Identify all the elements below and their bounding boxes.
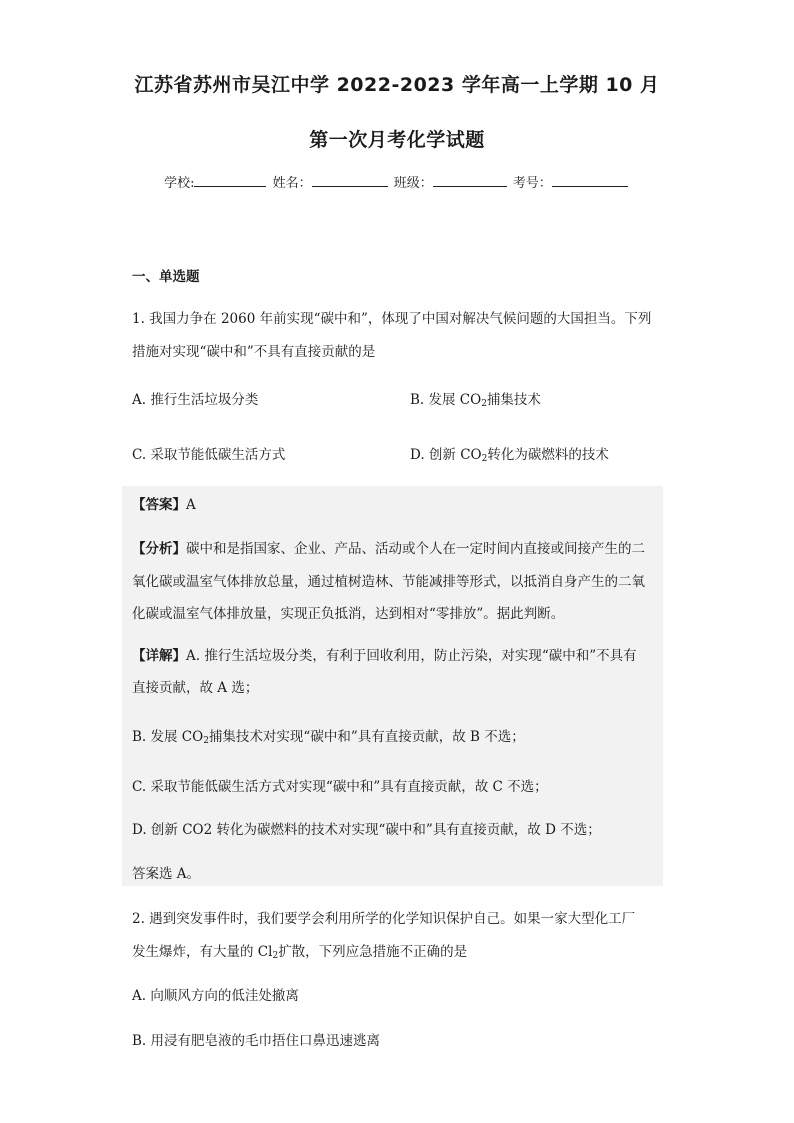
- q2-option-b: B. 用浸有肥皂液的毛巾捂住口鼻迅速逃离: [132, 1033, 381, 1049]
- q1-stem-line2: 措施对实现“碳中和”不具有直接贡献的是: [132, 344, 376, 360]
- q1-detail-line1: 【详解】A. 推行生活垃圾分类，有利于回收利用，防止污染，对实现“碳中和”不具有: [132, 648, 637, 664]
- name-blank[interactable]: [312, 174, 388, 187]
- q1-option-d: D. 创新 $CO_2$转化为碳燃料的技术: [410, 447, 609, 464]
- section-heading: 一、单选题: [132, 269, 200, 285]
- school-label: 学校:: [164, 176, 195, 191]
- class-blank[interactable]: [433, 174, 507, 187]
- q1-option-a: A. 推行生活垃圾分类: [132, 392, 259, 408]
- q1-answer: 【答案】A: [132, 497, 196, 513]
- q1-detail-b: B. 发展 $CO_2$捕集技术对实现“碳中和”具有直接贡献，故 B 不选；: [132, 729, 525, 746]
- q1-detail-line2: 直接贡献，故 A 选；: [132, 680, 259, 696]
- q2-stem-line1: 2. 遇到突发事件时，我们要学会利用所学的化学知识保护自己。如果一家大型化工厂: [132, 911, 636, 927]
- q1-option-c: C. 采取节能低碳生活方式: [132, 447, 286, 463]
- exam-number-blank[interactable]: [552, 174, 628, 187]
- q1-detail-c: C. 采取节能低碳生活方式对实现“碳中和”具有直接贡献，故 C 不选；: [132, 779, 548, 795]
- q1-stem-line1: 1. 我国力争在 2060 年前实现“碳中和”，体现了中国对解决气候问题的大国担当。下列: [132, 311, 652, 327]
- name-label: 姓名：: [272, 176, 312, 191]
- q1-analysis-line1: 【分析】碳中和是指国家、企业、产品、活动或个人在一定时间内直接或间接产生的二: [132, 541, 645, 557]
- q1-option-b: B. 发展 $CO_2$捕集技术: [410, 392, 541, 409]
- class-label: 班级：: [393, 176, 433, 191]
- q1-detail-d: D. 创新 CO2 转化为碳燃料的技术对实现“碳中和”具有直接贡献，故 D 不选；: [132, 822, 601, 838]
- school-blank[interactable]: [194, 174, 266, 187]
- q1-conclusion: 答案选 A。: [132, 866, 201, 882]
- q2-stem-line2: 发生爆炸，有大量的 $Cl_2$扩散，下列应急措施不正确的是: [132, 944, 468, 961]
- exam-number-label: 考号：: [512, 176, 552, 191]
- exam-title-line2: 第一次月考化学试题: [309, 129, 485, 151]
- q2-option-a: A. 向顺风方向的低洼处撤离: [132, 988, 299, 1004]
- exam-title-line1: 江苏省苏州市吴江中学 2022-2023 学年高一上学期 10 月: [134, 74, 660, 96]
- q1-analysis-line3: 化碳或温室气体排放量，实现正负抵消，达到相对“零排放”。据此判断。: [132, 606, 565, 622]
- q1-analysis-line2: 氧化碳或温室气体排放总量，通过植树造林、节能减排等形式，以抵消自身产生的二氧: [132, 574, 645, 590]
- student-info-fields: [0, 172, 794, 191]
